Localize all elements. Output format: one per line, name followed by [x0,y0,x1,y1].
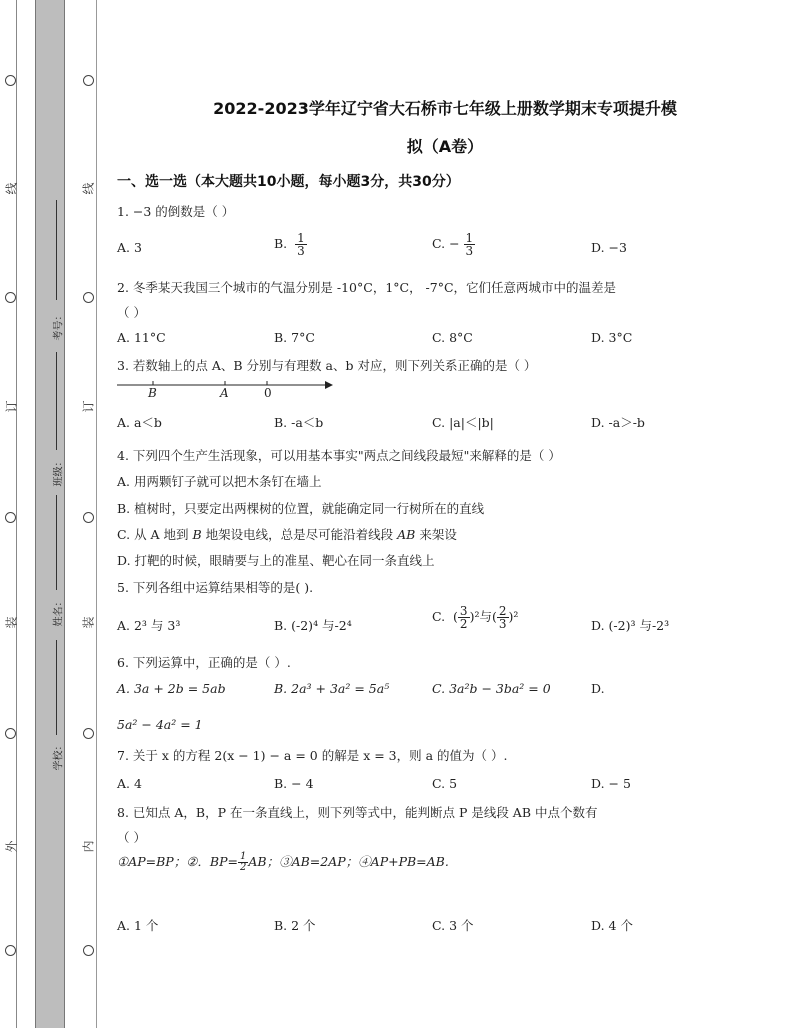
question-1-option-a: A. 3 [117,240,142,255]
binding-strip [35,0,65,1028]
question-8-option-a: A. 1 个 [117,918,159,933]
punch-hole-icon [83,75,94,86]
question-3-option-d: D. -a＞-b [591,415,645,430]
question-4-option-c: C. 从 A 地到 B 地架设电线，总是尽可能沿着线段 AB 来架设 [117,527,457,542]
question-1-stem: 1. −3 的倒数是（ ） [117,204,235,219]
question-3-option-b: B. -a＜b [274,415,324,430]
question-6-option-d-expression: 5a² − 4a² = 1 [117,717,203,732]
question-2-option-c: C. 8°C [432,330,473,345]
page-title: 2022-2023学年辽宁省大石桥市七年级上册数学期末专项提升模 [213,99,677,118]
question-5-option-d: D. (-2)³ 与-2³ [591,618,670,633]
question-2-paren: （ ） [117,305,146,320]
question-4-stem: 4. 下列四个生产生活现象，可以用基本事实"两点之间线段最短"来解释的是（ ） [117,448,561,463]
punch-hole-icon [83,728,94,739]
question-3-option-c: C. |a|＜|b| [432,415,494,430]
question-4-option-a: A. 用两颗钉子就可以把木条钉在墙上 [117,474,322,489]
question-8-option-c: C. 3 个 [432,918,474,933]
question-6-option-a: A. 3a + 2b = 5ab [117,681,226,696]
school-label: 学校： [53,740,65,771]
margin-char-xian: 线 [4,182,19,195]
question-6-option-b: B. 2a³ + 3a² = 5a⁵ [274,681,390,696]
margin-char-xian-inner: 线 [81,182,96,195]
question-1-option-c: C. − $\frac{1}{3}$ [432,231,474,258]
number-line-label-a: A [220,386,229,400]
margin-char-ding: 订 [4,400,19,413]
question-7-option-b: B. − 4 [274,776,314,791]
name-line [56,495,57,590]
question-1-option-d: D. −3 [591,240,627,255]
question-5-option-c: C. ( $\frac{3}{2}$ )²与( $\frac{2}{3}$ )² [432,604,519,631]
question-7-stem: 7. 关于 x 的方程 2(x − 1) − a = 0 的解是 x = 3，则 a 的值为（ ）. [117,748,508,763]
question-3-option-a: A. a＜b [117,415,162,430]
question-2-stem: 2. 冬季某天我国三个城市的气温分别是 -10°C，1°C， -7°C，它们任意两城市中的温差是 [117,280,617,295]
section-heading: 一、选一选（本大题共10小题，每小题3分，共30分） [117,174,460,190]
margin-char-zhuang-inner: 装 [81,616,96,629]
question-3-stem: 3. 若数轴上的点 A、B 分别与有理数 a、b 对应，则下列关系正确的是（ ） [117,358,537,373]
question-7-option-c: C. 5 [432,776,458,791]
question-2-option-b: B. 7°C [274,330,315,345]
punch-hole-icon [83,945,94,956]
punch-hole-icon [5,292,16,303]
school-line [56,640,57,735]
question-5-option-b: B. (-2)⁴ 与-2⁴ [274,618,352,633]
punch-hole-icon [83,292,94,303]
question-8-paren: （ ） [117,830,146,845]
question-2-option-d: D. 3°C [591,330,633,345]
question-1-option-b: B. $\frac{1}{3}$ [274,231,305,258]
name-label: 姓名： [53,596,65,627]
margin-char-zhuang: 装 [4,616,19,629]
number-line-label-zero: 0 [264,386,272,400]
question-7-option-a: A. 4 [117,776,142,791]
question-5-option-a: A. 2³ 与 3³ [117,618,181,633]
margin-char-ding-inner: 订 [81,400,96,413]
exam-number-label: 考号： [53,310,65,341]
punch-hole-icon [5,945,16,956]
question-4-option-b: B. 植树时，只要定出两棵树的位置，就能确定同一行树所在的直线 [117,501,485,516]
question-5-stem: 5. 下列各组中运算结果相等的是( ). [117,580,314,595]
question-2-option-a: A. 11°C [117,330,166,345]
question-8-option-b: B. 2 个 [274,918,316,933]
class-label: 班级： [53,456,65,487]
question-7-option-d: D. − 5 [591,776,631,791]
arrow-right-icon [325,381,333,389]
question-8-conditions: ①AP=BP；②．BP= $\frac{1}{2}$ AB；③AB=2AP；④AP+PB=AB. [117,851,449,873]
margin-inner-line [96,0,97,1028]
question-6-option-d: D. [591,681,605,696]
punch-hole-icon [83,512,94,523]
question-4-option-d: D. 打靶的时候，眼睛要与上的准星、靶心在同一条直线上 [117,553,435,568]
page-title-line2: 拟（A卷） [406,137,484,156]
question-8-stem: 8. 已知点 A，B，P 在一条直线上，则下列等式中，能判断点 P 是线段 AB 中点个数有 [117,805,598,820]
class-line [56,352,57,450]
punch-hole-icon [5,75,16,86]
question-6-stem: 6. 下列运算中，正确的是（ ）. [117,655,291,670]
punch-hole-icon [5,728,16,739]
question-6-option-c: C. 3a²b − 3ba² = 0 [432,681,551,696]
exam-number-line [56,200,57,300]
margin-char-wai: 外 [4,840,19,853]
margin-char-nei: 内 [81,840,96,853]
number-line-label-b: B [148,386,157,400]
question-8-option-d: D. 4 个 [591,918,633,933]
punch-hole-icon [5,512,16,523]
margin-outer-line [16,0,17,1028]
